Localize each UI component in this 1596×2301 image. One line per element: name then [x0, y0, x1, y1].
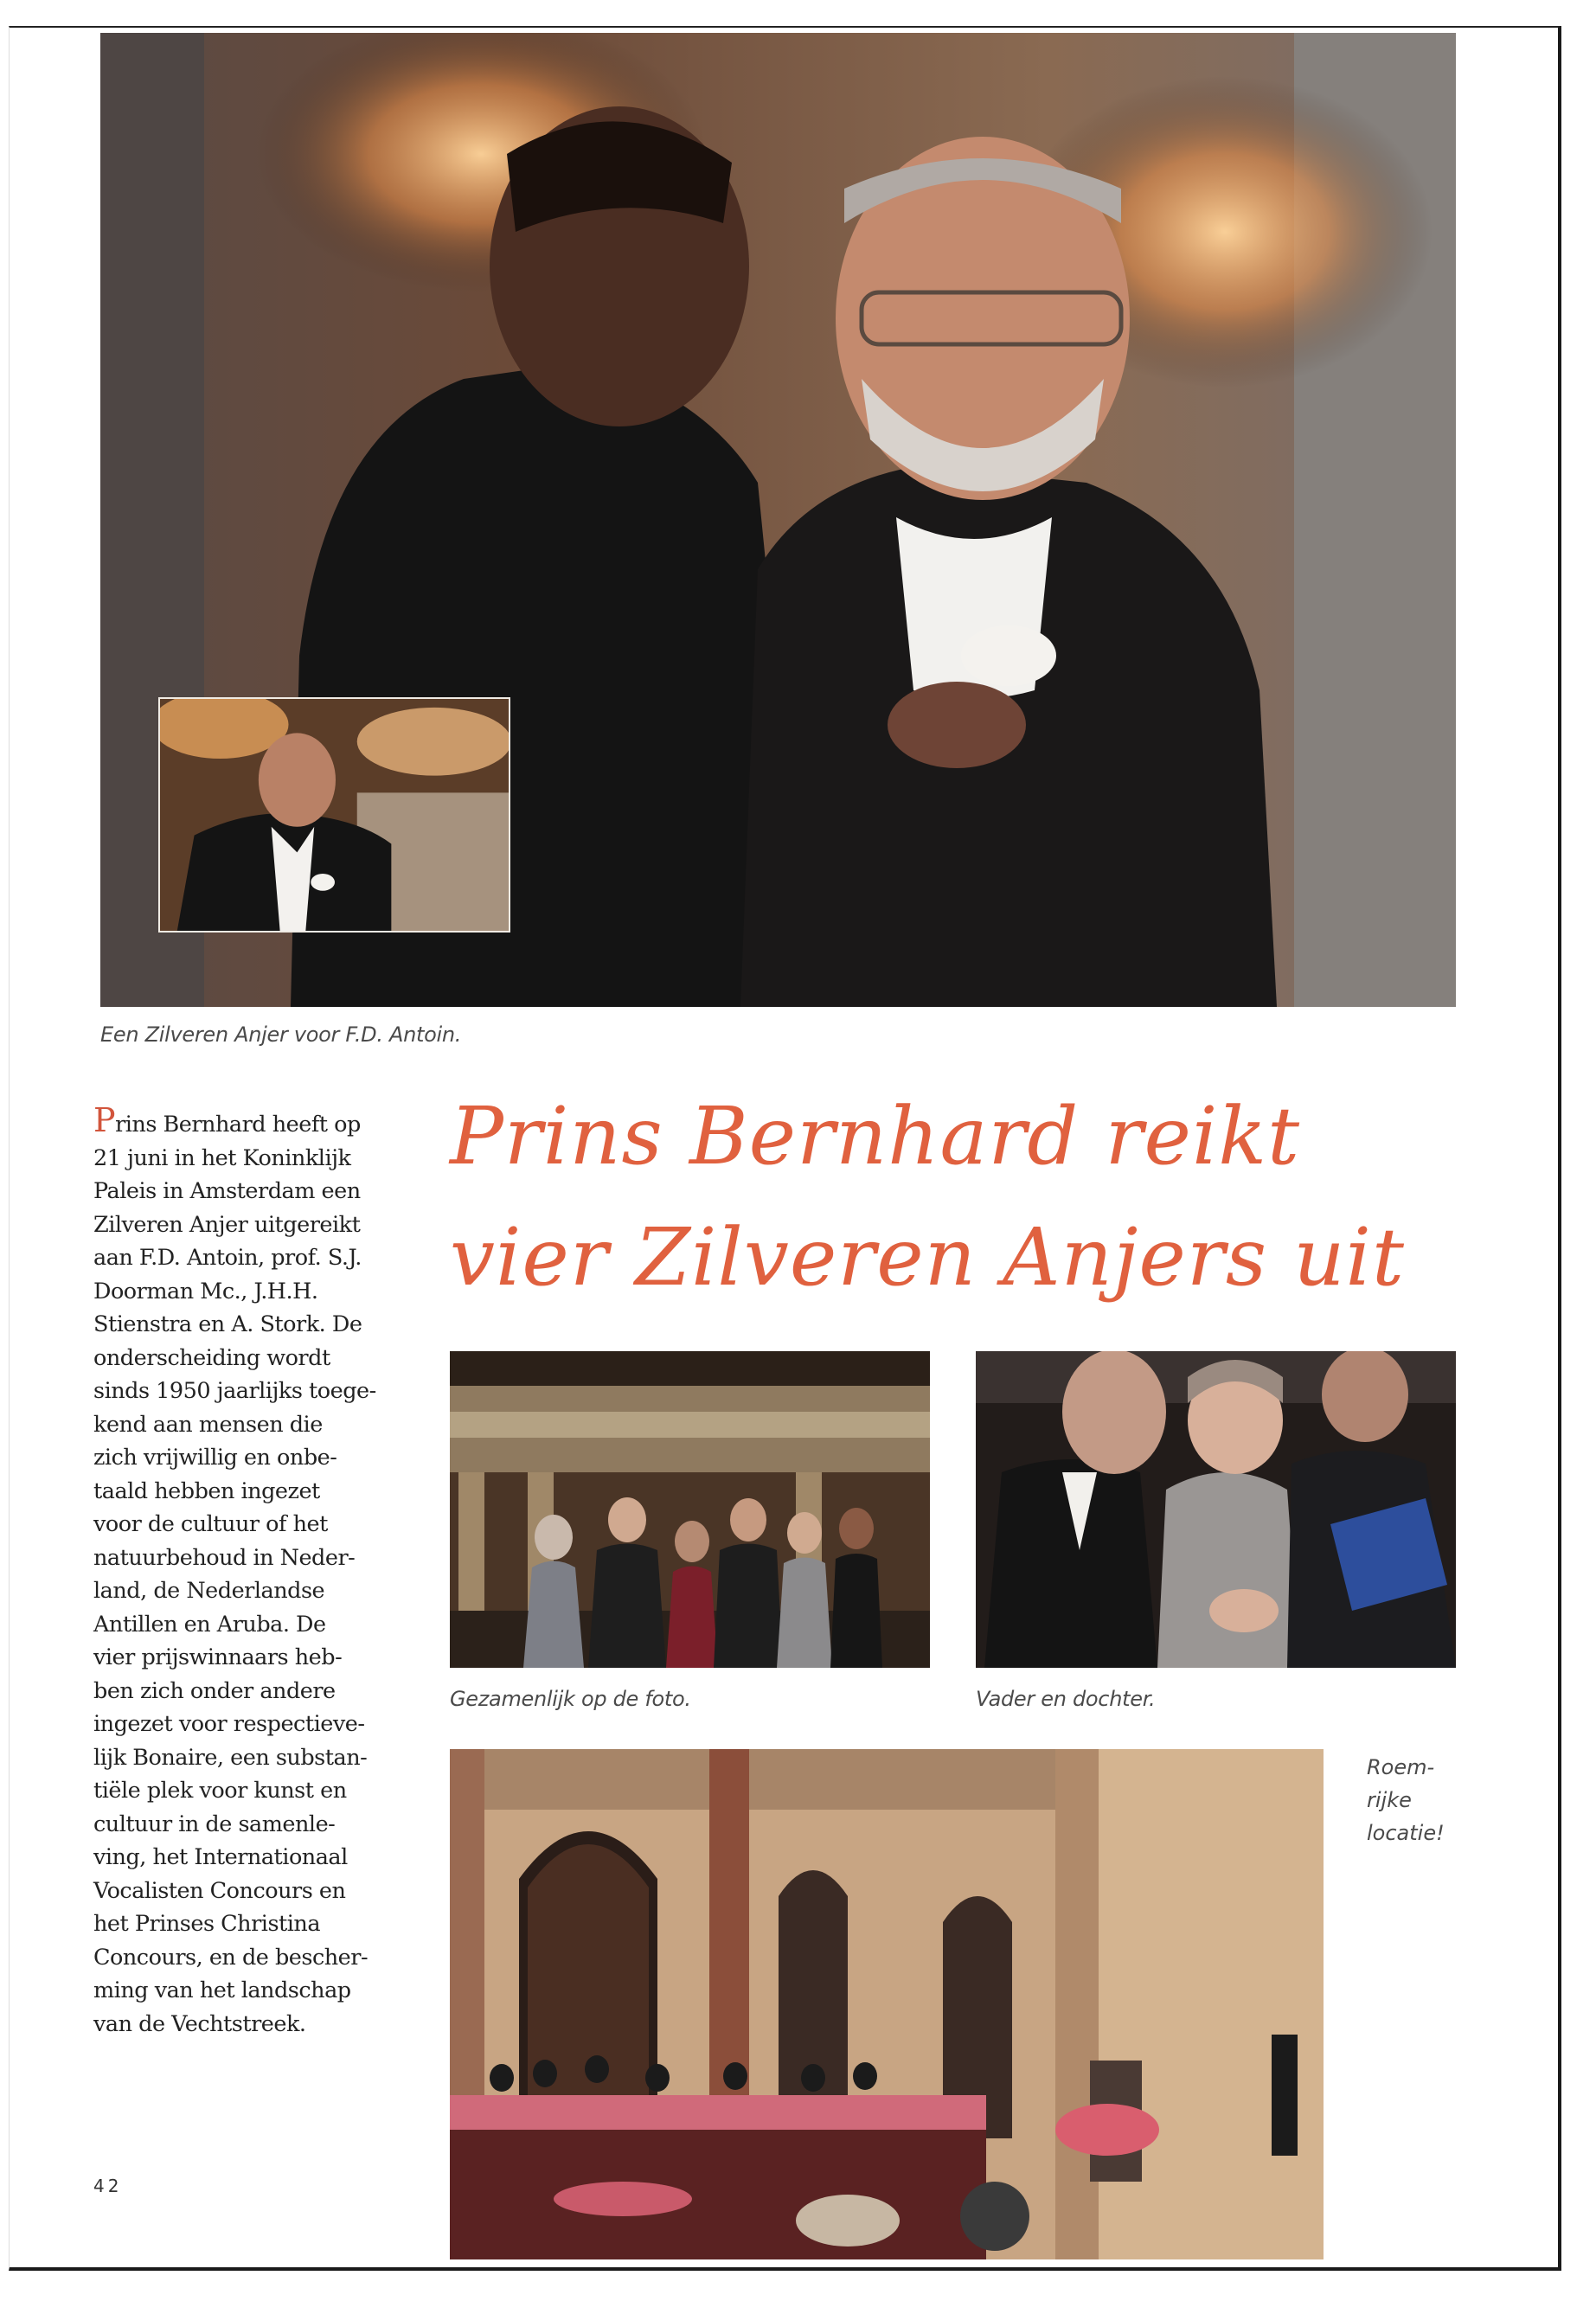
article-line: 21 juni in het Koninklijk	[93, 1144, 351, 1171]
article-line: aan F.D. Antoin, prof. S.J.	[93, 1245, 362, 1271]
article-line: tiële plek voor kunst en	[93, 1778, 347, 1804]
hall-photo	[450, 1749, 1324, 2259]
father-daughter-photo	[976, 1351, 1456, 1668]
article-line: vier prijswinnaars heb-	[93, 1644, 343, 1670]
article-line: land, de Nederlandse	[93, 1578, 325, 1604]
article-line: Antillen en Aruba. De	[93, 1611, 326, 1638]
article-line: sinds 1950 jaarlijks toege-	[93, 1378, 376, 1404]
article-line: cultuur in de samenle-	[93, 1811, 336, 1837]
drop-cap: P	[93, 1101, 116, 1139]
article-line: kend aan mensen die	[93, 1411, 323, 1438]
article-line: Vocalisten Concours en	[93, 1877, 346, 1904]
hero-caption: Een Zilveren Anjer voor F.D. Antoin.	[100, 1022, 462, 1047]
group-photo	[450, 1351, 930, 1668]
page-number: 42	[93, 2176, 123, 2196]
article-line: Doorman Mc., J.H.H.	[93, 1278, 318, 1304]
article-line: zich vrijwillig en onbe-	[93, 1445, 337, 1471]
article-line: ming van het landschap	[93, 1977, 351, 2003]
headline-line-2: vier Zilveren Anjers uit	[450, 1211, 1405, 1304]
article-line: onderscheiding wordt	[93, 1344, 330, 1371]
article-line: natuurbehoud in Neder-	[93, 1544, 356, 1571]
father-daughter-caption: Vader en dochter.	[976, 1687, 1156, 1711]
article-line: lijk Bonaire, een substan-	[93, 1744, 368, 1771]
hall-caption-line: rijke	[1367, 1788, 1412, 1812]
article-line: taald hebben ingezet	[93, 1477, 320, 1504]
article-line: Zilveren Anjer uitgereikt	[93, 1211, 361, 1238]
article-line: ben zich onder andere	[93, 1677, 336, 1704]
article-body	[93, 1101, 413, 2041]
hall-caption-line: Roem-	[1367, 1755, 1435, 1779]
article-line: het Prinses Christina	[93, 1911, 321, 1937]
inset-photo	[158, 697, 510, 933]
article-line: voor de cultuur of het	[93, 1511, 328, 1537]
article-line-text: rins Bernhard heeft op	[115, 1112, 361, 1138]
article-line: Concours, en de bescher-	[93, 1944, 369, 1971]
headline-line-1: Prins Bernhard reikt	[450, 1090, 1301, 1183]
article-line: van de Vechtstreek.	[93, 2010, 306, 2037]
article-line: Stienstra en A. Stork. De	[93, 1311, 362, 1337]
hall-caption	[1367, 1751, 1497, 1849]
hall-caption-line: locatie!	[1367, 1821, 1445, 1845]
article-line	[93, 1101, 413, 1142]
article-line: ving, het Internationaal	[93, 1844, 348, 1870]
article-line: ingezet voor respectieve-	[93, 1711, 365, 1737]
group-caption: Gezamenlijk op de foto.	[450, 1687, 691, 1711]
article-line: Paleis in Amsterdam een	[93, 1178, 361, 1204]
